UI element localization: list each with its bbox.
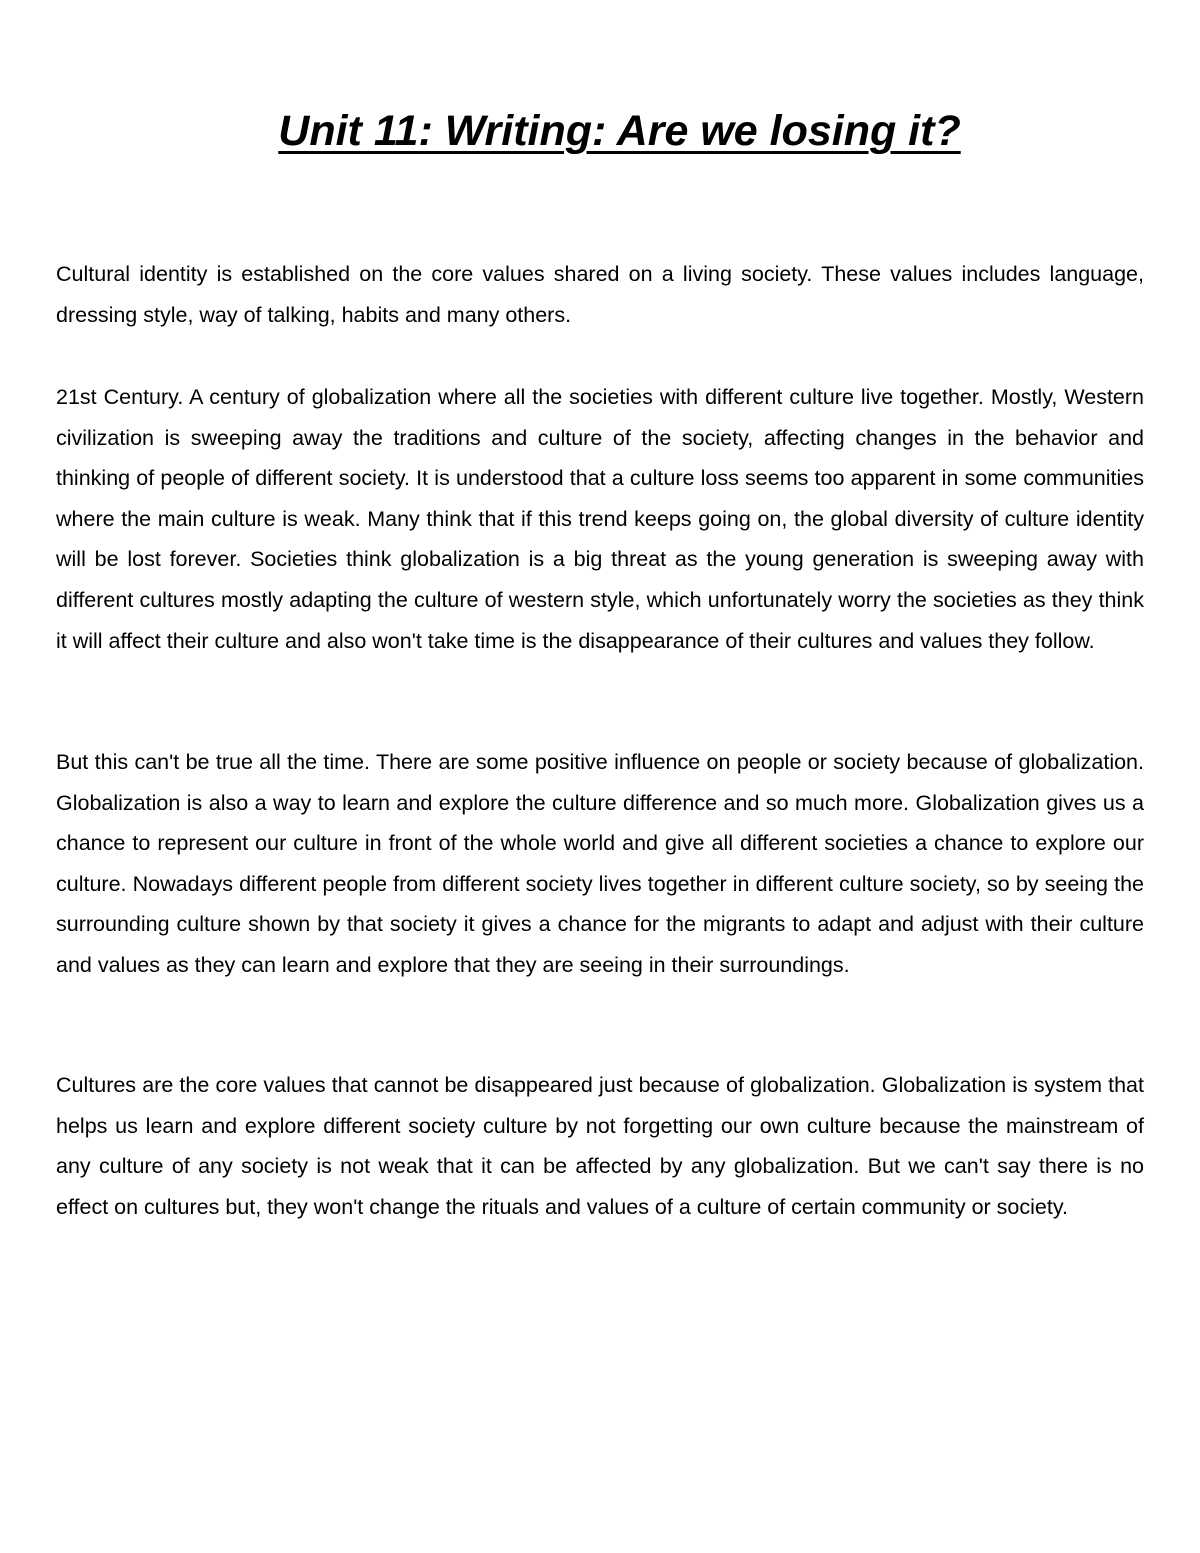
- paragraph-conclusion: Cultures are the core values that cannot be disappeared just because of globalization. Globalization is system that helps us learn and explore different society culture by not forgetting our own culture because the mainstream of any culture of any society is not weak that it can be affected by any globalization. But we can't say there is no effect on cultures but, they won't change the rituals and values of a culture of certain community or society.: [56, 1073, 1144, 1219]
- paragraph-cultural-identity: Cultural identity is established on the core values shared on a living society. These values includes language, dressing style, way of talking, habits and many others.: [56, 262, 1144, 327]
- document-title: Unit 11: Writing: Are we losing it?: [278, 107, 961, 155]
- paragraph-globalization-threat: 21st Century. A century of globalization where all the societies with different culture live together. Mostly, Western civilization is sweeping away the traditions and culture of the society, affecting changes in the behavior and thinking of people of different society. It is understood that a culture loss seems too apparent in some communities where the main culture is weak. Many think that if this trend keeps going on, the global diversity of culture identity will be lost forever. Societies think globalization is a big threat as the young generation is sweeping away with different cultures mostly adapting the culture of western style, which unfortunately worry the societies as they think it will affect their culture and also won't take time is the disappearance of their cultures and values they follow.: [56, 385, 1144, 653]
- paragraph-positive-influence: But this can't be true all the time. There are some positive influence on people or society because of globalization. Globalization is also a way to learn and explore the culture difference and so much more. Globalization gives us a chance to represent our culture in front of the whole world and give all different societies a chance to explore our culture. Nowadays different people from different society lives together in different culture society, so by seeing the surrounding culture shown by that society it gives a chance for the migrants to adapt and adjust with their culture and values as they can learn and explore that they are seeing in their surroundings.: [56, 750, 1144, 977]
